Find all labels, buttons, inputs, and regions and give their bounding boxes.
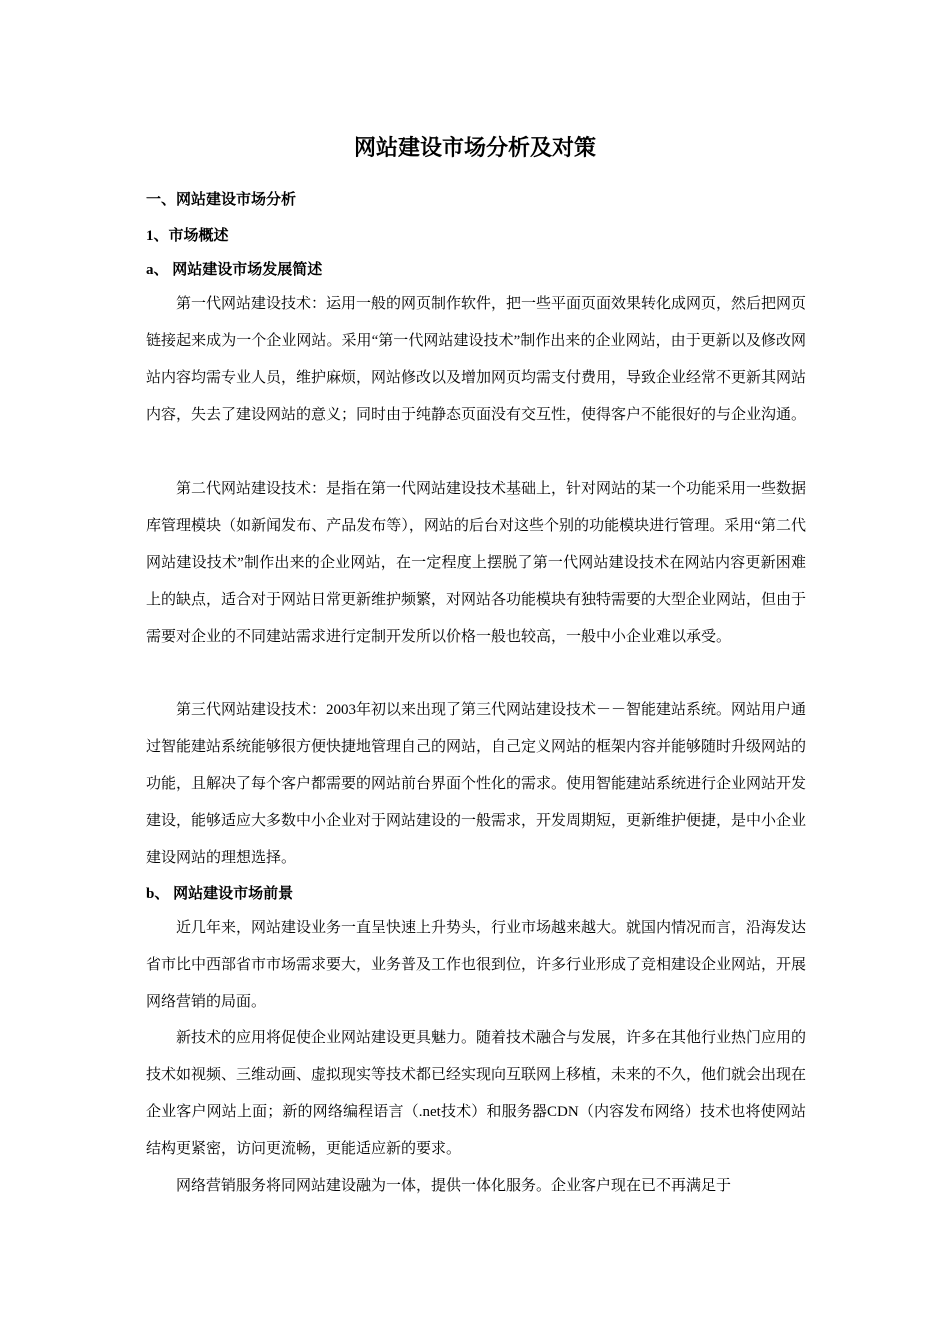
document-title: 网站建设市场分析及对策 [353, 135, 596, 160]
paragraph-b2: 新技术的应用将促使企业网站建设更具魅力。随着技术融合与发展，许多在其他行业热门应用的技术如视频、三维动画、虚拟现实等技术都已经实现向互联网上移植，未来的不久，他们就会出现在企业客户网站上面；新的网络编程语言（.net技术）和服务器CDN（内容发布网络）技术也将使网站结构更紧密，访问更流畅，更能适应新的要求。 [146, 1030, 807, 1157]
heading-b: b、 网站建设市场前景 [146, 886, 294, 902]
paragraph-a1: 第一代网站建设技术：运用一般的网页制作软件，把一些平面页面效果转化成网页，然后把网页链接起来成为一个企业网站。采用“第一代网站建设技术”制作出来的企业网站，由于更新以及修改网站内容均需专业人员，维护麻烦，网站修改以及增加网页均需支付费用，导致企业经常不更新其网站内容，失去了建设网站的意义；同时由于纯静态页面没有交互性，使得客户不能很好的与企业沟通。 [146, 296, 807, 423]
section-heading: 一、网站建设市场分析 [146, 192, 297, 208]
paragraph-a3: 第三代网站建设技术：2003年初以来出现了第三代网站建设技术－－智能建站系统。网站用户通过智能建站系统能够很方便快捷地管理自己的网站，自己定义网站的框架内容并能够随时升级网站的功能，且解决了每个客户都需要的网站前台界面个性化的需求。使用智能建站系统进行企业网站开发建设，能够适应大多数中小企业对于网站建设的一般需求，开发周期短，更新维护便捷，是中小企业建设网站的理想选择。 [146, 702, 807, 866]
paragraph-b3: 网络营销服务将同网站建设融为一体，提供一体化服务。企业客户现在已不再满足于 [176, 1178, 732, 1194]
paragraph-b1: 近几年来，网站建设业务一直呈快速上升势头，行业市场越来越大。就国内情况而言，沿海发达省市比中西部省市市场需求要大，业务普及工作也很到位，许多行业形成了竞相建设企业网站，开展网络营销的局面。 [146, 920, 807, 1010]
paragraph-a2: 第二代网站建设技术：是指在第一代网站建设技术基础上，针对网站的某一个功能采用一些数据库管理模块（如新闻发布、产品发布等），网站的后台对这些个别的功能模块进行管理。采用“第二代网站建设技术”制作出来的企业网站，在一定程度上摆脱了第一代网站建设技术在网站内容更新困难上的缺点，适合对于网站日常更新维护频繁，对网站各功能模块有独特需要的大型企业网站，但由于需要对企业的不同建站需求进行定制开发所以价格一般也较高，一般中小企业难以承受。 [146, 481, 807, 645]
heading-a: a、 网站建设市场发展简述 [146, 262, 323, 278]
subsection-heading: 1、市场概述 [146, 228, 229, 244]
